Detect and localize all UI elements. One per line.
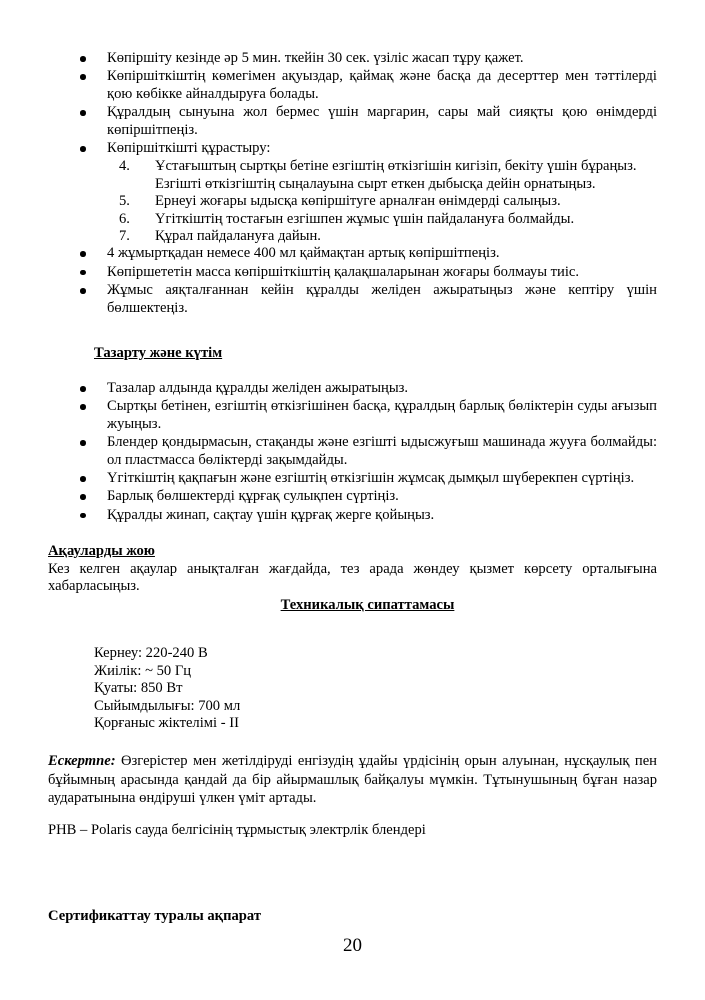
list-item: Үгіткіштің қақпағын және езгіштің өткізгішін жұмсақ дымқыл шүберекпен сүртіңіз. bbox=[79, 470, 657, 487]
list-item: Тазалар алдында құралды желіден ажыратыңыз. bbox=[79, 380, 657, 397]
spec-protection-class: Қорғаныс жіктелімі - II bbox=[94, 715, 239, 732]
assembly-steps bbox=[119, 158, 657, 245]
spec-frequency: Жиілік: ~ 50 Гц bbox=[94, 662, 192, 679]
faults-text: Кез келген ақаулар анықталған жағдайда, тез арада жөндеу қызмет көрсету орталығына хабарласыңыз. bbox=[48, 561, 657, 595]
list-item: Сыртқы бетінен, езгіштің өткізгішінен басқа, құралдың барлық бөліктерін суды ағызып жуыңыз. bbox=[79, 398, 657, 433]
list-item: 4 жұмыртқадан немесе 400 мл қаймақтан артық көпіршітпеңіз. bbox=[79, 245, 657, 262]
model-line: PHB – Polaris сауда белгісінің тұрмыстық электрлік блендері bbox=[48, 822, 426, 838]
numbered-item bbox=[119, 193, 657, 210]
specs-list bbox=[94, 645, 240, 733]
list-item: Блендер қондырмасын, стақанды және езгішті ыдысжуғыш машинада жууға болмайды: ол пластмасса бөліктерді зақымдайды. bbox=[79, 434, 657, 469]
item-text: Құрал пайдалануға дайын. bbox=[155, 228, 321, 245]
list-item: Құралдың сынуына жол бермес үшін маргарин, сары май сияқты қою өнімдерді көпіршітпеңіз. bbox=[79, 104, 657, 139]
list-item: Көпіршіткіштің көмегімен ақуыздар, қаймақ және басқа да десерттер мен тәттілерді қою көбікке айналдыруға болады. bbox=[79, 68, 657, 103]
specs-title: Техникалық сипаттамасы bbox=[280, 597, 455, 613]
cleaning-list bbox=[79, 380, 657, 525]
numbered-item bbox=[119, 228, 657, 245]
item-number: 5. bbox=[119, 193, 130, 210]
cleaning-title: Тазарту және күтім bbox=[94, 345, 223, 361]
note bbox=[48, 752, 657, 808]
item-text: Ұстағыштың сыртқы бетіне езгіштің өткізгішін кигізіп, бекіту үшін бұраңыз. Езгішті өткізгіштің сыңалауына сырт еткен дыбысқа дейін орнатыңыз. bbox=[155, 158, 637, 192]
item-text: Ернеуі жоғары ыдысқа көпіршітуге арналған өнімдерді салыңыз. bbox=[155, 193, 561, 210]
item-number: 6. bbox=[119, 210, 130, 227]
certification-title: Сертификаттау туралы ақпарат bbox=[48, 908, 261, 924]
numbered-item bbox=[119, 211, 657, 228]
list-item: Көпіршететін масса көпіршіткіштің қалақшаларынан жоғары болмауы тиіс. bbox=[79, 264, 657, 281]
list-item: Құралды жинап, сақтау үшін құрғақ жерге қойыңыз. bbox=[79, 507, 657, 524]
list-item: Барлық бөлшектерді құрғақ сулықпен сүртіңіз. bbox=[79, 488, 657, 505]
list-item: Жұмыс аяқталғаннан кейін құралды желіден ажыратыңыз және кептіру үшін бөлшектеңіз. bbox=[79, 282, 657, 317]
usage-list bbox=[79, 50, 657, 318]
page-number: 20 bbox=[343, 935, 362, 956]
note-text: Өзгерістер мен жетілдіруді енгізудің ұдайы үрдісінің орын алуынан, нұсқаулық пен бұйымның арасында қандай да бір айырмашлық байқалуы мүмкін. Тұтынушының бұған назар аударатынына өндіруші үлкен үміт артады. bbox=[48, 753, 657, 807]
numbered-item bbox=[119, 158, 657, 193]
spec-power: Қуаты: 850 Вт bbox=[94, 680, 183, 697]
item-text: Үгіткіштің тостағын езгішпен жұмыс үшін пайдалануға болмайды. bbox=[155, 210, 575, 227]
list-item: Көпіршіту кезінде әр 5 мин. ткейін 30 сек. үзіліс жасап тұру қажет. bbox=[79, 50, 657, 67]
item-number: 4. bbox=[119, 158, 130, 175]
list-item: Көпіршіткішті құрастыру: bbox=[79, 140, 657, 157]
spec-voltage: Кернеу: 220-240 В bbox=[94, 645, 208, 661]
faults-title: Ақауларды жою bbox=[48, 543, 155, 559]
note-label: Ескертпе: bbox=[48, 753, 116, 769]
spec-capacity: Сыйымдылығы: 700 мл bbox=[94, 697, 241, 714]
item-number: 7. bbox=[119, 228, 130, 245]
